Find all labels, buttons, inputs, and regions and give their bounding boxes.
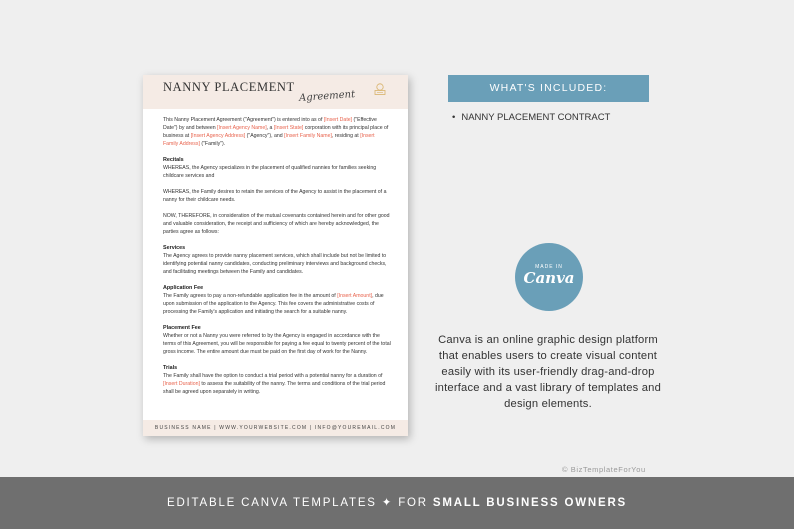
placeholder-family-name: [Insert Family Name] <box>284 133 332 139</box>
intro-paragraph: This Nanny Placement Agreement ("Agreement") is entered into as of [Insert Date] ("Effective Date") by and between [Insert Agency Name], a [Insert State] corporation with its principal place of business at [Insert Agency Address] ("Agency"), and [Insert Family Name], residing at [Insert Family Address] ("Family"). <box>163 117 389 147</box>
document-footer: BUSINESS NAME | WWW.YOURWEBSITE.COM | INFO@YOUREMAIL.COM <box>143 420 408 436</box>
recitals-paragraph-1: WHEREAS, the Agency specializes in the placement of qualified nannies for families seeking childcare services and <box>163 165 377 179</box>
document-body <box>163 116 391 404</box>
logo-icon <box>373 82 387 96</box>
services-paragraph: The Agency agrees to provide nanny placement services, which shall include but not be limited to identifying potential nanny candidates, conducting preliminary interviews and background checks, and facilitating meetings between the Family and candidates. <box>163 253 387 275</box>
sparkle-icon: ✦ <box>381 497 394 509</box>
placeholder-agency-address: [Insert Agency Address] <box>190 133 246 139</box>
included-list <box>452 112 610 123</box>
placeholder-amount: [Insert Amount] <box>337 293 373 299</box>
trials-heading: Trials <box>163 365 178 371</box>
placement-fee-heading: Placement Fee <box>163 325 201 331</box>
placeholder-date: [Insert Date] <box>323 117 353 123</box>
bottom-banner <box>0 477 794 529</box>
banner-left-text: EDITABLE CANVA TEMPLATES <box>166 497 377 509</box>
banner-right-strong: SMALL BUSINESS OWNERS <box>432 497 628 509</box>
canva-description: Canva is an online graphic design platform that enables users to create visual content easily with its user-friendly drag-and-drop interface and a vast library of templates and design elements. <box>434 334 662 410</box>
whats-included-banner: WHAT'S INCLUDED: <box>448 75 649 102</box>
document-header <box>143 75 408 109</box>
recitals-heading: Recitals <box>163 157 184 163</box>
recitals-paragraph-2: WHEREAS, the Family desires to retain the services of the Agency to assist in the placement of a nanny for their childcare needs. <box>163 189 387 203</box>
list-item: • NANNY PLACEMENT CONTRACT <box>452 112 610 123</box>
placeholder-duration: [Insert Duration] <box>163 381 200 387</box>
placement-fee-paragraph: Whether or not a Nanny you were referred to by the Agency is engaged in accordance with the terms of this Agreement, you will be responsible for paying a fee equal to twenty percent of the total gross income. The entire amount due must be paid on the first day of work for the Nanny. <box>163 333 391 355</box>
document-preview <box>143 75 408 436</box>
placeholder-family-address: [Insert Family Address] <box>163 133 375 147</box>
trials-paragraph: The Family shall have the option to conduct a trial period with a potential nanny for a duration of [Insert Duration] to assess the suitability of the nanny. The terms and conditions of the trial period shall be agreed upon separately in writing. <box>163 373 386 395</box>
placeholder-agency-name: [Insert Agency Name] <box>217 125 267 131</box>
services-heading: Services <box>163 245 186 251</box>
banner-right-prefix: FOR <box>398 497 428 509</box>
document-title: NANNY PLACEMENT <box>163 80 295 94</box>
document-subtitle: Agreement <box>298 89 356 104</box>
made-in-canva-badge <box>515 243 583 311</box>
canva-badge-made-in: MADE IN <box>535 264 563 270</box>
placeholder-state: [Insert State] <box>273 125 304 131</box>
recitals-paragraph-3: NOW, THEREFORE, in consideration of the mutual covenants contained herein and for other good and valuable consideration, the receipt and sufficiency of which are hereby acknowledged, the parties agree as follows: <box>163 213 390 235</box>
application-fee-heading: Application Fee <box>163 285 204 291</box>
canva-logo-text: Canva <box>523 269 575 287</box>
copyright-text: © BizTemplateForYou <box>562 465 646 474</box>
application-fee-paragraph: The Family agrees to pay a non-refundable application fee in the amount of [Insert Amount], due upon submission of the application to the Agency. This fee covers the administrative costs of processing the Family's application and initiating the search for a suitable nanny. <box>163 293 384 315</box>
